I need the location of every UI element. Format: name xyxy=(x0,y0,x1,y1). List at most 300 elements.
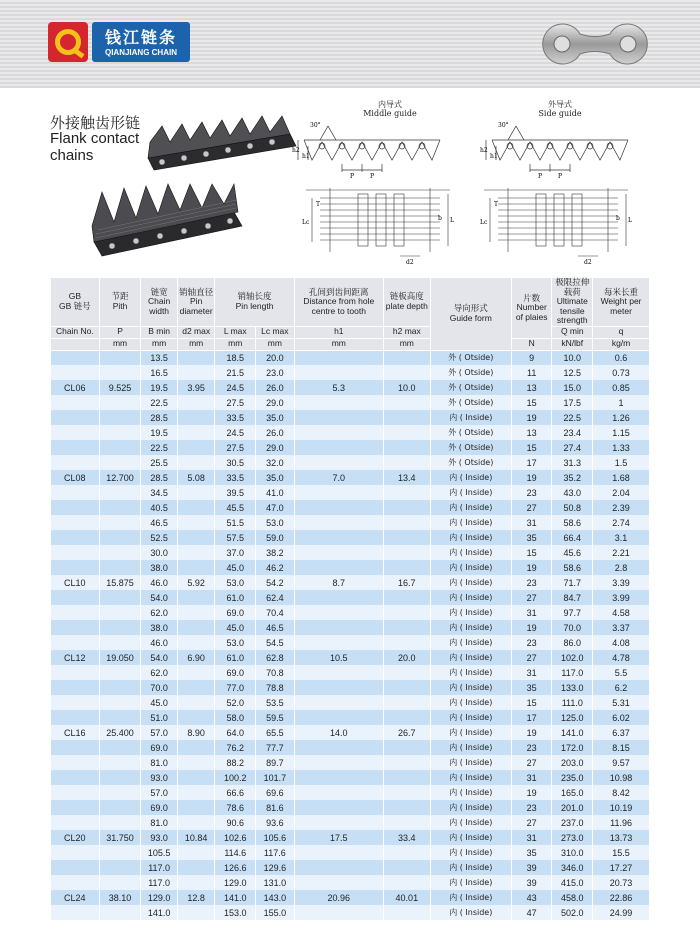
cell-pin-lc: 32.0 xyxy=(256,455,295,470)
cell-h1 xyxy=(294,560,383,575)
cell-guide: 内 ( Inside) xyxy=(430,710,511,725)
cell-weight: 1.26 xyxy=(593,410,650,425)
cell-pitch xyxy=(99,860,141,875)
cell-h1 xyxy=(294,740,383,755)
cell-plates: 31 xyxy=(511,515,552,530)
cell-gb xyxy=(51,860,100,875)
cell-gb xyxy=(51,905,100,920)
cell-guide: 内 ( Inside) xyxy=(430,500,511,515)
cell-plates: 15 xyxy=(511,440,552,455)
cell-pitch xyxy=(99,905,141,920)
cell-pin-d xyxy=(177,395,215,410)
cell-pin-l: 24.5 xyxy=(215,425,256,440)
table-row xyxy=(51,500,650,515)
cell-h2 xyxy=(383,485,430,500)
cell-pitch xyxy=(99,800,141,815)
cell-width: 70.0 xyxy=(141,680,178,695)
cell-pin-d xyxy=(177,500,215,515)
table-row xyxy=(51,350,650,365)
cell-pin-l: 58.0 xyxy=(215,710,256,725)
cell-pin-lc: 46.2 xyxy=(256,560,295,575)
cell-pin-d xyxy=(177,785,215,800)
lc-label: Lc xyxy=(302,219,310,226)
cell-pin-l: 52.0 xyxy=(215,695,256,710)
cell-pin-d xyxy=(177,815,215,830)
cell-h1 xyxy=(294,395,383,410)
cell-guide: 内 ( Inside) xyxy=(430,800,511,815)
table-row xyxy=(51,695,650,710)
cell-width: 25.5 xyxy=(141,455,178,470)
cell-plates: 19 xyxy=(511,470,552,485)
cell-tensile: 141.0 xyxy=(552,725,593,740)
cell-pin-d xyxy=(177,530,215,545)
cell-guide: 内 ( Inside) xyxy=(430,695,511,710)
col-pitch: 节距 Pith xyxy=(99,278,141,327)
cell-h1: 14.0 xyxy=(294,725,383,740)
cell-pin-d xyxy=(177,560,215,575)
cell-guide: 内 ( Inside) xyxy=(430,680,511,695)
cell-pitch xyxy=(99,635,141,650)
cell-gb xyxy=(51,395,100,410)
cell-width: 46.0 xyxy=(141,575,178,590)
cell-pin-l: 45.0 xyxy=(215,620,256,635)
cell-pin-l: 51.5 xyxy=(215,515,256,530)
cell-h2 xyxy=(383,500,430,515)
cell-tensile: 237.0 xyxy=(552,815,593,830)
cell-pin-d xyxy=(177,350,215,365)
cell-weight: 15.5 xyxy=(593,845,650,860)
cell-tensile: 58.6 xyxy=(552,515,593,530)
cell-tensile: 133.0 xyxy=(552,680,593,695)
cell-pitch xyxy=(99,440,141,455)
table-row xyxy=(51,515,650,530)
cell-gb xyxy=(51,665,100,680)
cell-gb: CL16 xyxy=(51,725,100,740)
cell-h1 xyxy=(294,545,383,560)
cell-gb xyxy=(51,695,100,710)
cell-gb xyxy=(51,545,100,560)
cell-width: 16.5 xyxy=(141,365,178,380)
cell-guide: 内 ( Inside) xyxy=(430,560,511,575)
cell-h2 xyxy=(383,590,430,605)
cell-h2 xyxy=(383,800,430,815)
cell-guide: 内 ( Inside) xyxy=(430,620,511,635)
table-row xyxy=(51,380,650,395)
cell-width: 38.0 xyxy=(141,620,178,635)
cell-pin-l: 27.5 xyxy=(215,395,256,410)
cell-guide: 内 ( Inside) xyxy=(430,770,511,785)
cell-pitch xyxy=(99,605,141,620)
cell-h2 xyxy=(383,905,430,920)
cell-tensile: 15.0 xyxy=(552,380,593,395)
cell-pin-d xyxy=(177,545,215,560)
cell-pin-d: 8.90 xyxy=(177,725,215,740)
cell-weight: 5.31 xyxy=(593,695,650,710)
table-row xyxy=(51,530,650,545)
cell-pitch xyxy=(99,395,141,410)
table-row xyxy=(51,665,650,680)
cell-pin-d xyxy=(177,740,215,755)
unit-w: kg/m xyxy=(593,338,650,350)
cell-tensile: 27.4 xyxy=(552,440,593,455)
cell-tensile: 235.0 xyxy=(552,770,593,785)
h2-label-side: h2 xyxy=(480,147,488,154)
cell-pin-d xyxy=(177,875,215,890)
cell-pitch xyxy=(99,530,141,545)
cell-pin-l: 45.5 xyxy=(215,500,256,515)
cell-tensile: 86.0 xyxy=(552,635,593,650)
table-row xyxy=(51,455,650,470)
table-row xyxy=(51,830,650,845)
cell-pin-lc: 70.8 xyxy=(256,665,295,680)
cell-h1: 10.5 xyxy=(294,650,383,665)
cell-guide: 外 ( Otside) xyxy=(430,455,511,470)
cell-weight: 22.86 xyxy=(593,890,650,905)
cell-weight: 2.21 xyxy=(593,545,650,560)
col-pin-length: 销轴长度 Pin length xyxy=(215,278,294,327)
cell-width: 81.0 xyxy=(141,755,178,770)
col-width: 链宽 Chain width xyxy=(141,278,178,327)
cell-pitch xyxy=(99,515,141,530)
cell-pin-lc: 35.0 xyxy=(256,470,295,485)
cell-guide: 内 ( Inside) xyxy=(430,605,511,620)
cell-pin-d xyxy=(177,425,215,440)
cell-width: 30.0 xyxy=(141,545,178,560)
cell-h1 xyxy=(294,350,383,365)
cell-plates: 17 xyxy=(511,710,552,725)
cell-weight: 17.27 xyxy=(593,860,650,875)
cell-tensile: 117.0 xyxy=(552,665,593,680)
cell-gb xyxy=(51,785,100,800)
cell-plates: 13 xyxy=(511,425,552,440)
cell-gb xyxy=(51,560,100,575)
cell-plates: 35 xyxy=(511,530,552,545)
table-row xyxy=(51,815,650,830)
cell-width: 105.5 xyxy=(141,845,178,860)
cell-h2 xyxy=(383,395,430,410)
pitch-label-side-1: P xyxy=(538,173,543,180)
cell-pin-lc: 26.0 xyxy=(256,425,295,440)
cell-h2: 16.7 xyxy=(383,575,430,590)
cell-width: 117.0 xyxy=(141,875,178,890)
cell-plates: 15 xyxy=(511,545,552,560)
angle-label: 30° xyxy=(310,122,321,129)
sym-n: N xyxy=(511,338,552,350)
cell-width: 34.5 xyxy=(141,485,178,500)
cell-tensile: 346.0 xyxy=(552,860,593,875)
cell-weight: 10.98 xyxy=(593,770,650,785)
cell-tensile: 71.7 xyxy=(552,575,593,590)
cell-pitch xyxy=(99,545,141,560)
cell-width: 51.0 xyxy=(141,710,178,725)
cell-pitch xyxy=(99,770,141,785)
cell-pin-d xyxy=(177,680,215,695)
side-guide-cn: 外导式 xyxy=(548,100,572,109)
cell-pitch xyxy=(99,680,141,695)
cell-pin-l: 153.0 xyxy=(215,905,256,920)
cell-plates: 15 xyxy=(511,395,552,410)
cell-h1 xyxy=(294,860,383,875)
unit-pitch: mm xyxy=(99,338,141,350)
cell-pin-d xyxy=(177,755,215,770)
cell-pin-l: 100.2 xyxy=(215,770,256,785)
cell-plates: 35 xyxy=(511,680,552,695)
cell-h1 xyxy=(294,845,383,860)
cell-pin-lc: 70.4 xyxy=(256,605,295,620)
cell-h1 xyxy=(294,410,383,425)
d2-label-side: d2 xyxy=(584,259,592,266)
cell-gb xyxy=(51,755,100,770)
cell-pin-d: 12.8 xyxy=(177,890,215,905)
cell-gb xyxy=(51,800,100,815)
cell-h2 xyxy=(383,680,430,695)
cell-gb: CL06 xyxy=(51,380,100,395)
cell-width: 62.0 xyxy=(141,665,178,680)
cell-plates: 31 xyxy=(511,830,552,845)
side-guide-label xyxy=(520,100,600,118)
cell-plates: 15 xyxy=(511,695,552,710)
cell-plates: 11 xyxy=(511,365,552,380)
cell-pin-d xyxy=(177,695,215,710)
cell-pin-l: 129.0 xyxy=(215,875,256,890)
cell-h2 xyxy=(383,695,430,710)
sym-q: Q min xyxy=(552,326,593,338)
sym-h2: h2 max xyxy=(383,326,430,338)
cell-pitch: 19.050 xyxy=(99,650,141,665)
d2-label: d2 xyxy=(406,259,414,266)
cell-width: 69.0 xyxy=(141,800,178,815)
cell-width: 117.0 xyxy=(141,860,178,875)
cell-pitch: 38.10 xyxy=(99,890,141,905)
cell-pin-l: 27.5 xyxy=(215,440,256,455)
cell-tensile: 58.6 xyxy=(552,560,593,575)
cell-weight: 4.08 xyxy=(593,635,650,650)
cell-weight: 1 xyxy=(593,395,650,410)
table-row xyxy=(51,575,650,590)
unit-width: mm xyxy=(141,338,178,350)
chain-link-icon xyxy=(540,22,650,66)
col-plates: 片数 Number of plaies xyxy=(511,278,552,339)
cell-weight: 3.37 xyxy=(593,620,650,635)
cell-width: 93.0 xyxy=(141,770,178,785)
cell-plates: 27 xyxy=(511,500,552,515)
cell-pin-l: 33.5 xyxy=(215,410,256,425)
cell-pitch xyxy=(99,485,141,500)
cell-pin-l: 88.2 xyxy=(215,755,256,770)
cell-gb xyxy=(51,410,100,425)
cell-plates: 31 xyxy=(511,605,552,620)
cell-h1 xyxy=(294,365,383,380)
cell-h2 xyxy=(383,740,430,755)
col-gb: GB GB 链号 xyxy=(51,278,100,327)
cell-pin-lc: 59.0 xyxy=(256,530,295,545)
unit-lc: mm xyxy=(256,338,295,350)
cell-tensile: 125.0 xyxy=(552,710,593,725)
cell-guide: 内 ( Inside) xyxy=(430,740,511,755)
cell-h1: 5.3 xyxy=(294,380,383,395)
cell-width: 22.5 xyxy=(141,440,178,455)
cell-gb: CL20 xyxy=(51,830,100,845)
cell-h1 xyxy=(294,755,383,770)
cell-pin-lc: 38.2 xyxy=(256,545,295,560)
table-row xyxy=(51,740,650,755)
cell-pin-lc: 20.0 xyxy=(256,350,295,365)
cell-h2: 20.0 xyxy=(383,650,430,665)
cell-pin-lc: 69.6 xyxy=(256,785,295,800)
cell-weight: 4.78 xyxy=(593,650,650,665)
unit-h2: mm xyxy=(383,338,430,350)
cell-width: 57.0 xyxy=(141,725,178,740)
cell-h2 xyxy=(383,845,430,860)
side-guide-profile-diagram xyxy=(478,118,638,180)
cell-width: 46.0 xyxy=(141,635,178,650)
cell-guide: 内 ( Inside) xyxy=(430,635,511,650)
cell-h2 xyxy=(383,635,430,650)
cell-weight: 1.15 xyxy=(593,425,650,440)
cell-pin-lc: 46.5 xyxy=(256,620,295,635)
col-weight: 每米长重 Weight per meter xyxy=(593,278,650,327)
unit-gb xyxy=(51,338,100,350)
table-row xyxy=(51,725,650,740)
col-pin-diameter: 销轴直径 Pin diameter xyxy=(177,278,215,327)
cell-pin-l: 141.0 xyxy=(215,890,256,905)
page-title-cn: 外接触齿形链 xyxy=(50,114,141,132)
cell-pin-d xyxy=(177,485,215,500)
cell-pin-lc: 89.7 xyxy=(256,755,295,770)
unit-l: mm xyxy=(215,338,256,350)
cell-pin-d: 10.84 xyxy=(177,830,215,845)
cell-h2 xyxy=(383,875,430,890)
cell-pin-d xyxy=(177,440,215,455)
cell-h1 xyxy=(294,530,383,545)
cell-h2 xyxy=(383,620,430,635)
cell-h2 xyxy=(383,515,430,530)
cell-pin-lc: 155.0 xyxy=(256,905,295,920)
cell-width: 28.5 xyxy=(141,410,178,425)
cell-weight: 2.8 xyxy=(593,560,650,575)
cell-width: 19.5 xyxy=(141,425,178,440)
cell-pin-d: 3.95 xyxy=(177,380,215,395)
cell-h1 xyxy=(294,875,383,890)
cell-width: 69.0 xyxy=(141,740,178,755)
cell-width: 93.0 xyxy=(141,830,178,845)
cell-width: 52.5 xyxy=(141,530,178,545)
col-tensile: 极限拉伸载荷 Ultimate tensile strength xyxy=(552,278,593,327)
cell-tensile: 50.8 xyxy=(552,500,593,515)
cell-h1: 7.0 xyxy=(294,470,383,485)
b-label-side: b xyxy=(616,215,620,222)
cell-h1 xyxy=(294,785,383,800)
cell-plates: 23 xyxy=(511,485,552,500)
cell-pin-lc: 41.0 xyxy=(256,485,295,500)
cell-pin-l: 24.5 xyxy=(215,380,256,395)
cell-pitch xyxy=(99,500,141,515)
cell-weight: 2.74 xyxy=(593,515,650,530)
cell-pin-d xyxy=(177,590,215,605)
cell-weight: 0.6 xyxy=(593,350,650,365)
cell-pin-d xyxy=(177,770,215,785)
sym-pitch: P xyxy=(99,326,141,338)
cell-plates: 39 xyxy=(511,875,552,890)
cell-h2 xyxy=(383,665,430,680)
cell-weight: 3.1 xyxy=(593,530,650,545)
cell-pitch xyxy=(99,590,141,605)
table-row xyxy=(51,680,650,695)
cell-guide: 外 ( Otside) xyxy=(430,425,511,440)
cell-weight: 1.5 xyxy=(593,455,650,470)
cell-tensile: 10.0 xyxy=(552,350,593,365)
sym-lc: Lc max xyxy=(256,326,295,338)
cell-h1: 17.5 xyxy=(294,830,383,845)
cell-gb xyxy=(51,530,100,545)
cell-h1: 20.96 xyxy=(294,890,383,905)
table-row xyxy=(51,410,650,425)
cell-weight: 1.33 xyxy=(593,440,650,455)
lc-label-side: Lc xyxy=(480,219,488,226)
cell-plates: 35 xyxy=(511,845,552,860)
cell-guide: 外 ( Otside) xyxy=(430,350,511,365)
table-row xyxy=(51,590,650,605)
cell-guide: 内 ( Inside) xyxy=(430,485,511,500)
cell-tensile: 165.0 xyxy=(552,785,593,800)
cell-h2 xyxy=(383,410,430,425)
cell-pitch xyxy=(99,815,141,830)
sym-w: q xyxy=(593,326,650,338)
cell-pitch xyxy=(99,665,141,680)
cell-pin-l: 33.5 xyxy=(215,470,256,485)
col-distance: 孔间到齿间距离 Distance from hole centre to tooth xyxy=(294,278,383,327)
cell-guide: 内 ( Inside) xyxy=(430,860,511,875)
t-label-side: T xyxy=(494,201,499,208)
cell-pin-lc: 26.0 xyxy=(256,380,295,395)
cell-pin-l: 78.6 xyxy=(215,800,256,815)
sym-gb: Chain No. xyxy=(51,326,100,338)
cell-guide: 外 ( Otside) xyxy=(430,395,511,410)
cell-h1 xyxy=(294,515,383,530)
cell-pin-d: 5.92 xyxy=(177,575,215,590)
unit-h1: mm xyxy=(294,338,383,350)
cell-weight: 0.85 xyxy=(593,380,650,395)
cell-plates: 19 xyxy=(511,725,552,740)
cell-plates: 23 xyxy=(511,635,552,650)
cell-pin-lc: 105.6 xyxy=(256,830,295,845)
cell-h1 xyxy=(294,440,383,455)
spec-table xyxy=(50,277,650,920)
cell-gb xyxy=(51,680,100,695)
cell-guide: 内 ( Inside) xyxy=(430,845,511,860)
table-row xyxy=(51,755,650,770)
cell-tensile: 31.3 xyxy=(552,455,593,470)
cell-plates: 9 xyxy=(511,350,552,365)
sym-h1: h1 xyxy=(294,326,383,338)
cell-h1 xyxy=(294,905,383,920)
cell-weight: 13.73 xyxy=(593,830,650,845)
cell-weight: 10.19 xyxy=(593,800,650,815)
cell-pin-l: 37.0 xyxy=(215,545,256,560)
cell-gb: CL08 xyxy=(51,470,100,485)
table-row xyxy=(51,620,650,635)
cell-guide: 外 ( Otside) xyxy=(430,440,511,455)
sym-l: L max xyxy=(215,326,256,338)
cell-h2: 10.0 xyxy=(383,380,430,395)
cell-plates: 39 xyxy=(511,860,552,875)
cell-h1 xyxy=(294,695,383,710)
table-row xyxy=(51,560,650,575)
cell-gb xyxy=(51,635,100,650)
cell-tensile: 172.0 xyxy=(552,740,593,755)
cell-guide: 内 ( Inside) xyxy=(430,650,511,665)
cell-pin-d xyxy=(177,905,215,920)
